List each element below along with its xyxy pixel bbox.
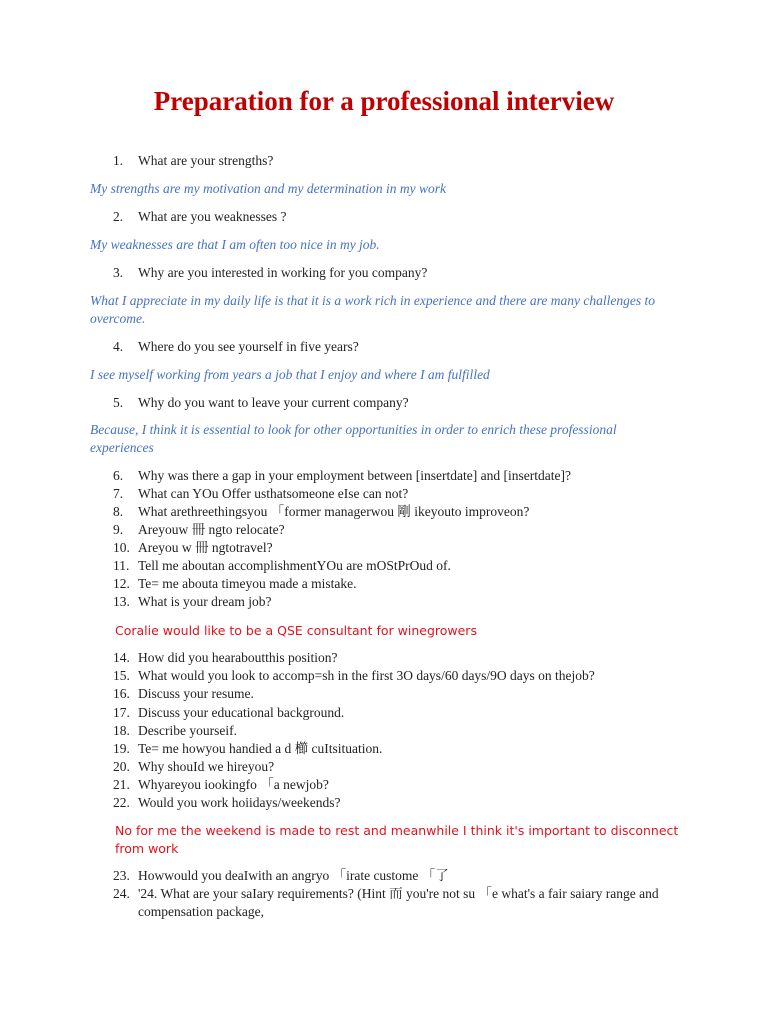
question-item: 21. Whyareyou iookingfo 「a newjob?	[113, 777, 329, 792]
question-item: 9. Areyouw 冊 ngto relocate?	[113, 522, 285, 537]
question-item: 8. What arethreethingsyou 「former managerwou 剛 ikeyouto improveon?	[113, 504, 530, 519]
question-item: 4. Where do you see yourself in five years?	[113, 339, 359, 354]
answer-text: My weaknesses are that I am often too nice in my job.	[90, 237, 380, 252]
answer-text: Because, I think it is essential to look for other opportunities in order to enrich these professional experiences	[90, 422, 617, 455]
question-item: 15. What would you look to accomp=sh in the first 3O days/60 days/9O days on thejob?	[113, 668, 595, 683]
question-item: 23. Howwould you deaIwith an angryo 「irate custome 「了	[113, 868, 449, 883]
question-item: 13. What is your dream job?	[113, 594, 272, 609]
answer-text: No for me the weekend is made to rest and meanwhile I think it's important to disconnect from work	[115, 823, 679, 856]
question-item: 22. Would you work hoiidays/weekends?	[113, 795, 341, 810]
question-item: 24. '24. What are your saIary requirements? (Hint 而 you're not su 「e what's a fair saiary range and compensation package,	[113, 886, 659, 919]
question-item: 17. Discuss your educational background.	[113, 705, 345, 720]
question-item: 12. Te= me abouta timeyou made a mistake.	[113, 576, 357, 591]
question-item: 18. Describe yourseif.	[113, 723, 237, 738]
question-item: 5. Why do you want to leave your current company?	[113, 395, 409, 410]
answer-text: Coralie would like to be a QSE consultant for winegrowers	[115, 623, 477, 638]
question-item: 20. Why shouId we hireyou?	[113, 759, 275, 774]
question-item: 2. What are you weaknesses ?	[113, 209, 287, 224]
question-item: 7. What can YOu Offer usthatsomeone eIse can not?	[113, 486, 409, 501]
question-item: 14. How did you hearaboutthis position?	[113, 650, 338, 665]
question-item: 1. What are your strengths?	[113, 153, 274, 168]
question-item: 11. Tell me aboutan accomplishmentYOu are mOStPrOud of.	[113, 558, 451, 573]
document-title: Preparation for a professional interview	[153, 86, 615, 116]
question-item: 16. Discuss your resume.	[113, 686, 254, 701]
answer-text: What I appreciate in my daily life is that it is a work rich in experience and there are many challenges to overcome.	[90, 293, 655, 326]
question-item: 6. Why was there a gap in your employment between [insertdate] and [insertdate]?	[113, 468, 571, 483]
answer-text: My strengths are my motivation and my determination in my work	[90, 181, 446, 196]
question-item: 19. Te= me howyou handied a d 櫛 cuItsituation.	[113, 741, 383, 756]
answer-text: I see myself working from years a job that I enjoy and where I am fulfilled	[90, 367, 490, 382]
question-item: 10. Areyou w 冊 ngtotravel?	[113, 540, 273, 555]
question-item: 3. Why are you interested in working for you company?	[113, 265, 428, 280]
